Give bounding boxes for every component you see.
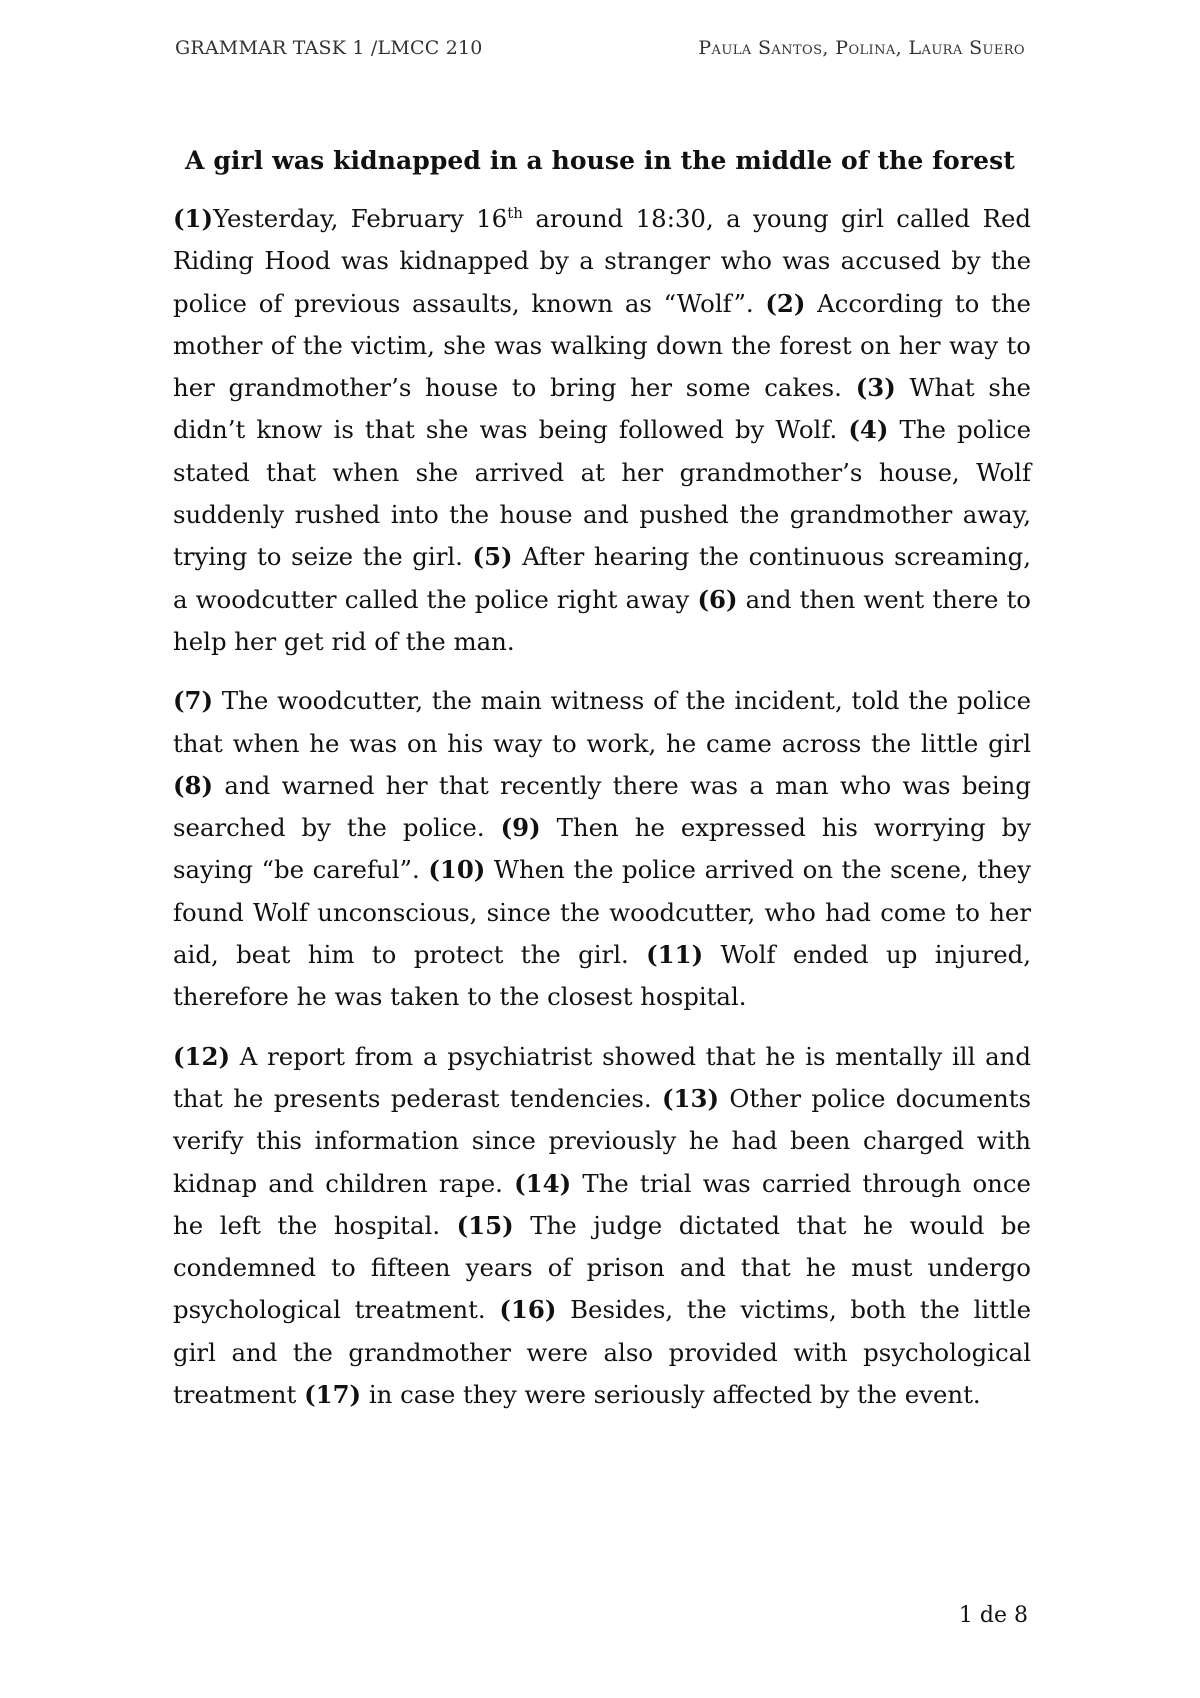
sentence-text: What she didn’t know is that she was being followed by Wolf.	[173, 373, 1031, 445]
sentence-number: (9)	[500, 813, 541, 843]
sentence-text: Wolf ended up injured, therefore he was taken to the closest hospital.	[173, 940, 1031, 1012]
sentence-text: When the police arrived on the scene, they found Wolf unconscious, since the woodcutter, who had come to her aid, beat him to protect the girl.	[173, 855, 1031, 970]
ordinal-suffix: th	[507, 203, 523, 222]
sentence-number: (13)	[662, 1083, 720, 1113]
page-header	[175, 37, 1025, 65]
page-number: 1 de 8	[958, 1603, 1028, 1628]
sentence-text: Besides, the victims, both the little girl and the grandmother were also provided with psychological treatment	[173, 1295, 1032, 1410]
sentence-number: (16)	[499, 1295, 557, 1325]
sentence-number: (10)	[428, 855, 486, 885]
header-authors: Paula Santos, Polina, Laura Suero	[698, 37, 1025, 59]
sentence-text: Yesterday, February 16	[213, 204, 508, 233]
sentence-number: (2)	[765, 288, 806, 318]
sentence-text: A report from a psychiatrist showed that he is mentally ill and that he presents pederast tendencies.	[173, 1041, 1031, 1113]
sentence-text: The woodcutter, the main witness of the incident, told the police that when he was on his way to work, he came across the little girl	[173, 686, 1031, 758]
sentence-number: (8)	[173, 770, 214, 800]
sentence-text: The judge dictated that he would be condemned to fifteen years of prison and that he must undergo psychological treatment.	[173, 1210, 1031, 1325]
sentence-number: (15)	[456, 1210, 514, 1240]
sentence-text: and then went there to help her get rid of the man.	[173, 584, 1031, 656]
sentence-number: (3)	[855, 373, 896, 403]
sentence-text: in case they were seriously affected by the event.	[361, 1380, 981, 1410]
sentence-number: (17)	[304, 1380, 362, 1410]
sentence-text: Other police documents verify this information since previously he had been charged with kidnap and children rape.	[173, 1083, 1032, 1198]
sentence-number: (5)	[472, 542, 513, 572]
sentence-number: (4)	[848, 415, 889, 445]
sentence-text: around 18:30, a young girl called Red Riding Hood was kidnapped by a stranger who was accused by the police of previous assaults, known as “Wolf”.	[173, 204, 1031, 318]
sentence-text: According to the mother of the victim, she was walking down the forest on her way to her grandmother’s house to bring her some cakes.	[173, 288, 1031, 403]
sentence-number: (1)	[173, 204, 214, 233]
sentence-number: (14)	[514, 1168, 572, 1198]
sentence-number: (11)	[646, 940, 704, 970]
sentence-number: (12)	[173, 1041, 231, 1071]
sentence-text: After hearing the continuous screaming, a woodcutter called the police right away	[173, 542, 1031, 614]
sentence-number: (6)	[697, 584, 738, 614]
paragraph-3	[173, 1036, 1031, 1417]
article-body	[173, 198, 1031, 1433]
sentence-text: The trial was carried through once he left the hospital.	[173, 1168, 1031, 1240]
sentence-text: The police stated that when she arrived at her grandmother’s house, Wolf suddenly rushed into the house and pushed the grandmother away, trying to seize the girl.	[173, 415, 1031, 572]
article-title: A girl was kidnapped in a house in the middle of the forest	[185, 146, 1015, 175]
paragraph-1	[173, 198, 1031, 663]
sentence-number: (7)	[173, 686, 214, 716]
sentence-text: and warned her that recently there was a man who was being searched by the police.	[173, 770, 1031, 843]
header-course-label: GRAMMAR TASK 1 /LMCC 210	[175, 37, 483, 59]
sentence-text: Then he expressed his worrying by saying “be careful”.	[173, 813, 1031, 885]
paragraph-2	[173, 680, 1031, 1018]
